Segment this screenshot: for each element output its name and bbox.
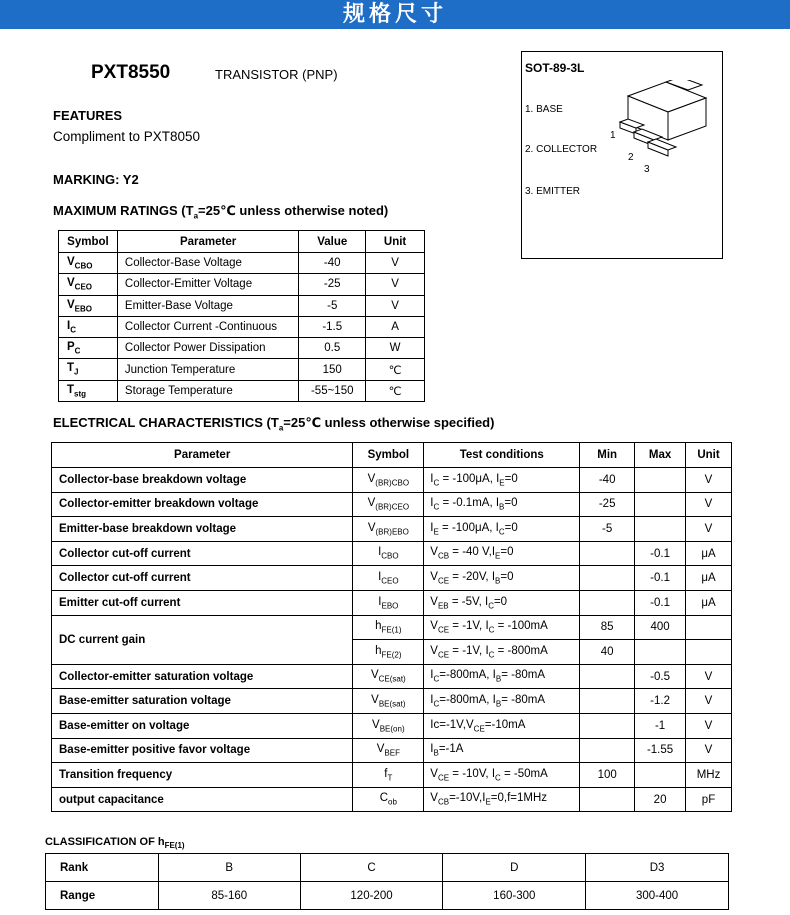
min-cell bbox=[580, 664, 635, 689]
value-cell: -40 bbox=[299, 253, 366, 274]
features-heading: FEATURES bbox=[53, 108, 123, 123]
symbol-cell bbox=[59, 338, 118, 359]
range-label: Range bbox=[46, 882, 159, 910]
condition-text: = -100μA, bbox=[438, 521, 496, 534]
table-row bbox=[52, 590, 732, 615]
rank-cell: B bbox=[158, 854, 300, 882]
package-box bbox=[521, 51, 723, 259]
column-header: Unit bbox=[366, 231, 425, 253]
condition-text: = -0.1mA, bbox=[439, 497, 496, 510]
pin-number-3: 3 bbox=[644, 164, 650, 175]
condition-subscript: CE bbox=[437, 650, 450, 660]
unit-cell: μA bbox=[686, 590, 732, 615]
condition-text: I bbox=[491, 571, 496, 584]
symbol-subscript: (BR)EBO bbox=[375, 527, 409, 537]
condition-text: V bbox=[430, 620, 438, 633]
test-condition-cell bbox=[424, 590, 580, 615]
condition-text: = -10V, bbox=[449, 767, 492, 780]
symbol-cell bbox=[353, 541, 424, 566]
min-cell bbox=[580, 541, 635, 566]
symbol-cell bbox=[59, 380, 118, 401]
symbol-cell bbox=[353, 738, 424, 763]
condition-text: I bbox=[485, 620, 489, 633]
condition-text: I bbox=[491, 546, 496, 559]
symbol-subscript: CBO bbox=[74, 261, 93, 271]
max-cell: -0.1 bbox=[635, 541, 686, 566]
condition-text: I bbox=[430, 497, 434, 510]
page-banner: 规格尺寸 bbox=[0, 0, 790, 29]
unit-cell: ℃ bbox=[366, 380, 425, 401]
symbol-subscript: BE(sat) bbox=[378, 699, 406, 709]
condition-text: = -1V, bbox=[449, 644, 486, 657]
test-condition-cell bbox=[424, 492, 580, 517]
parameter-cell: Storage Temperature bbox=[117, 380, 298, 401]
symbol-subscript: CEO bbox=[381, 576, 399, 586]
condition-text: =0 bbox=[504, 521, 518, 534]
unit-cell: V bbox=[686, 517, 732, 542]
unit-cell bbox=[686, 615, 732, 640]
condition-text: = -1V, bbox=[449, 620, 486, 633]
value-cell: -5 bbox=[299, 295, 366, 316]
condition-text: =-800mA, bbox=[439, 693, 493, 706]
unit-cell: V bbox=[686, 713, 732, 738]
condition-subscript: C bbox=[488, 650, 495, 660]
condition-subscript: C bbox=[433, 502, 440, 512]
condition-text: I bbox=[495, 497, 500, 510]
condition-subscript: E bbox=[495, 551, 501, 561]
symbol-text: V bbox=[371, 693, 379, 706]
condition-text: = -100mA bbox=[494, 620, 548, 633]
symbol-subscript: stg bbox=[74, 389, 87, 399]
table-row bbox=[59, 359, 425, 380]
condition-subscript: B bbox=[499, 502, 505, 512]
condition-text: I bbox=[430, 693, 434, 706]
table-row bbox=[52, 713, 732, 738]
symbol-text: h bbox=[375, 620, 382, 633]
condition-text: V bbox=[430, 767, 438, 780]
test-condition-cell bbox=[424, 566, 580, 591]
symbol-text: V bbox=[67, 256, 75, 268]
table-row bbox=[52, 566, 732, 591]
condition-text: I bbox=[485, 644, 489, 657]
condition-text: I bbox=[492, 693, 496, 706]
parameter-cell: Collector-emitter breakdown voltage bbox=[52, 492, 353, 517]
symbol-text: C bbox=[379, 792, 389, 805]
max-cell bbox=[635, 517, 686, 542]
symbol-cell bbox=[59, 295, 118, 316]
unit-cell: W bbox=[366, 338, 425, 359]
symbol-subscript: C bbox=[74, 346, 81, 356]
condition-text: V bbox=[430, 571, 438, 584]
unit-cell: V bbox=[366, 274, 425, 295]
condition-text: V bbox=[430, 595, 438, 608]
table-row bbox=[52, 664, 732, 689]
condition-text: =-10mA bbox=[484, 718, 526, 731]
symbol-text: V bbox=[67, 277, 75, 290]
range-cell: 85-160 bbox=[158, 882, 300, 910]
features-text: Compliment to PXT8050 bbox=[53, 129, 201, 144]
rank-cell: D bbox=[443, 854, 586, 882]
table-row bbox=[59, 316, 425, 337]
pin-number-2: 2 bbox=[628, 152, 634, 163]
sot89-package-icon bbox=[606, 80, 722, 176]
condition-subscript: CB bbox=[437, 797, 450, 807]
condition-text: = -80mA bbox=[501, 669, 545, 682]
parameter-cell: Collector cut-off current bbox=[52, 566, 353, 591]
symbol-text: V bbox=[370, 669, 379, 682]
max-cell bbox=[635, 640, 686, 665]
symbol-text: V bbox=[367, 497, 376, 510]
test-condition-cell bbox=[424, 738, 580, 763]
parameter-cell: Emitter cut-off current bbox=[52, 590, 353, 615]
classification-table bbox=[45, 853, 729, 910]
unit-cell: V bbox=[686, 738, 732, 763]
electrical-heading: ELECTRICAL CHARACTERISTICS ($T_a=25℃$ unless otherwise specified) bbox=[53, 415, 495, 433]
symbol-text: V bbox=[367, 472, 376, 485]
symbol-text: V bbox=[372, 718, 380, 731]
condition-text: =-10V,I bbox=[449, 792, 486, 805]
parameter-cell: Collector-Base Voltage bbox=[117, 253, 298, 274]
unit-cell: μA bbox=[686, 541, 732, 566]
unit-cell: pF bbox=[686, 787, 732, 812]
test-condition-cell bbox=[424, 664, 580, 689]
min-cell: 40 bbox=[580, 640, 635, 665]
column-header: Max bbox=[635, 443, 686, 468]
max-cell: -0.1 bbox=[635, 566, 686, 591]
pin-base-label: 1. BASE bbox=[525, 104, 563, 115]
condition-subscript: C bbox=[495, 773, 501, 783]
column-header: Parameter bbox=[117, 231, 298, 253]
condition-text: = -20V, bbox=[449, 571, 492, 584]
condition-text: =0 bbox=[504, 472, 518, 485]
symbol-text: I bbox=[378, 571, 382, 584]
min-cell bbox=[580, 566, 635, 591]
condition-text: =-800mA, bbox=[439, 669, 493, 682]
parameter-cell: Collector cut-off current bbox=[52, 541, 353, 566]
min-cell: -40 bbox=[580, 468, 635, 493]
condition-text: = -80mA bbox=[501, 693, 545, 706]
condition-text: = -800mA bbox=[494, 644, 548, 657]
parameter-cell: Emitter-base breakdown voltage bbox=[52, 517, 353, 542]
condition-text: V bbox=[430, 644, 438, 657]
classification-heading: CLASSIFICATION OF $h_{FE(1)}$ bbox=[45, 836, 185, 851]
test-condition-cell bbox=[424, 468, 580, 493]
symbol-subscript: BEF bbox=[384, 748, 400, 758]
condition-subscript: E bbox=[433, 527, 439, 537]
parameter-cell: DC current gain bbox=[52, 615, 353, 664]
min-cell: -5 bbox=[580, 517, 635, 542]
table-row bbox=[59, 338, 425, 359]
max-ratings-heading: MAXIMUM RATINGS ($T_a=25℃$ unless otherwise noted) bbox=[53, 203, 389, 221]
condition-subscript: C bbox=[488, 625, 495, 635]
max-cell bbox=[635, 763, 686, 788]
symbol-cell bbox=[353, 787, 424, 812]
symbol-subscript: (BR)CBO bbox=[375, 477, 410, 487]
table-row bbox=[52, 541, 732, 566]
min-cell: 85 bbox=[580, 615, 635, 640]
test-condition-cell bbox=[424, 763, 580, 788]
condition-text: = -40 V, bbox=[449, 546, 492, 559]
parameter-cell: Base-emitter positive favor voltage bbox=[52, 738, 353, 763]
parameter-cell: Collector-base breakdown voltage bbox=[52, 468, 353, 493]
condition-subscript: CE bbox=[437, 773, 450, 783]
value-cell: -55~150 bbox=[299, 380, 366, 401]
unit-cell: V bbox=[366, 253, 425, 274]
unit-cell: A bbox=[366, 316, 425, 337]
symbol-cell bbox=[59, 253, 118, 274]
rank-label: Rank bbox=[46, 854, 159, 882]
part-type: TRANSISTOR (PNP) bbox=[215, 67, 338, 82]
symbol-cell bbox=[353, 664, 424, 689]
rank-cell: C bbox=[300, 854, 443, 882]
max-cell: -0.1 bbox=[635, 590, 686, 615]
condition-text: I bbox=[430, 472, 434, 485]
parameter-cell: Collector-Emitter Voltage bbox=[117, 274, 298, 295]
condition-text: I bbox=[430, 743, 434, 756]
unit-cell: ℃ bbox=[366, 359, 425, 380]
condition-subscript: C bbox=[498, 527, 505, 537]
table-row bbox=[52, 468, 732, 493]
condition-subscript: B bbox=[433, 748, 439, 758]
marking-label: MARKING: Y2 bbox=[53, 172, 139, 187]
symbol-subscript: EBO bbox=[381, 600, 399, 610]
symbol-cell bbox=[353, 763, 424, 788]
unit-cell: V bbox=[366, 295, 425, 316]
symbol-cell bbox=[353, 713, 424, 738]
condition-subscript: CB bbox=[437, 551, 450, 561]
condition-text: V bbox=[430, 546, 438, 559]
table-row bbox=[52, 517, 732, 542]
symbol-subscript: EBO bbox=[74, 303, 93, 313]
condition-text: I bbox=[430, 521, 434, 534]
condition-subscript: B bbox=[495, 674, 502, 684]
symbol-cell bbox=[59, 359, 118, 380]
column-header: Symbol bbox=[59, 231, 118, 253]
condition-subscript: E bbox=[485, 797, 491, 807]
min-cell bbox=[580, 689, 635, 714]
min-cell: 100 bbox=[580, 763, 635, 788]
condition-subscript: B bbox=[495, 699, 502, 709]
unit-cell: V bbox=[686, 492, 732, 517]
range-cell: 160-300 bbox=[443, 882, 586, 910]
symbol-cell bbox=[353, 640, 424, 665]
symbol-cell bbox=[59, 274, 118, 295]
unit-cell: V bbox=[686, 664, 732, 689]
symbol-cell bbox=[353, 492, 424, 517]
symbol-cell bbox=[353, 468, 424, 493]
condition-text: = -50mA bbox=[500, 767, 548, 780]
symbol-subscript: CEO bbox=[74, 282, 93, 292]
value-cell: 0.5 bbox=[299, 338, 366, 359]
table-row bbox=[59, 274, 425, 295]
symbol-text: I bbox=[67, 319, 71, 332]
table-row bbox=[59, 380, 425, 401]
max-cell: -0.5 bbox=[635, 664, 686, 689]
symbol-subscript: ob bbox=[388, 797, 397, 807]
pin-number-1: 1 bbox=[610, 130, 616, 141]
condition-text: V bbox=[430, 792, 438, 805]
condition-text: =0 bbox=[504, 497, 518, 510]
value-cell: 150 bbox=[299, 359, 366, 380]
test-condition-cell bbox=[424, 787, 580, 812]
condition-subscript: EB bbox=[437, 600, 449, 610]
column-header: Parameter bbox=[52, 443, 353, 468]
min-cell bbox=[580, 738, 635, 763]
parameter-cell: Base-emitter on voltage bbox=[52, 713, 353, 738]
condition-text: =0,f=1MHz bbox=[490, 792, 548, 805]
symbol-subscript: (BR)CEO bbox=[375, 502, 410, 512]
table-row bbox=[52, 738, 732, 763]
symbol-cell bbox=[353, 517, 424, 542]
symbol-subscript: FE(1) bbox=[381, 625, 402, 635]
symbol-text: I bbox=[378, 546, 382, 559]
parameter-cell: Transition frequency bbox=[52, 763, 353, 788]
symbol-subscript: CE(sat) bbox=[378, 674, 406, 684]
range-cell: 300-400 bbox=[586, 882, 729, 910]
min-cell: -25 bbox=[580, 492, 635, 517]
parameter-cell: Junction Temperature bbox=[117, 359, 298, 380]
parameter-cell: Emitter-Base Voltage bbox=[117, 295, 298, 316]
test-condition-cell bbox=[424, 541, 580, 566]
table-row bbox=[59, 253, 425, 274]
condition-text: I bbox=[495, 521, 499, 534]
max-cell: 400 bbox=[635, 615, 686, 640]
parameter-cell: Collector Current -Continuous bbox=[117, 316, 298, 337]
pin-emitter-label: 3. EMITTER bbox=[525, 186, 581, 197]
condition-text: = -5V, bbox=[448, 595, 485, 608]
symbol-subscript: BE(on) bbox=[379, 723, 405, 733]
condition-subscript: B bbox=[495, 576, 501, 586]
symbol-cell bbox=[353, 590, 424, 615]
package-title: SOT-89-3L bbox=[525, 61, 585, 75]
symbol-subscript: J bbox=[74, 367, 79, 377]
condition-text: =0 bbox=[500, 571, 514, 584]
value-cell: -1.5 bbox=[299, 316, 366, 337]
table-row bbox=[52, 492, 732, 517]
parameter-cell: Collector-emitter saturation voltage bbox=[52, 664, 353, 689]
symbol-text: T bbox=[67, 362, 75, 375]
range-cell: 120-200 bbox=[300, 882, 443, 910]
min-cell bbox=[580, 713, 635, 738]
pin-collector-label: 2. COLLECTOR bbox=[525, 144, 598, 155]
table-row bbox=[52, 615, 732, 640]
test-condition-cell bbox=[424, 713, 580, 738]
max-cell bbox=[635, 468, 686, 493]
condition-text: =0 bbox=[500, 546, 514, 559]
symbol-text: h bbox=[375, 644, 382, 657]
symbol-cell bbox=[353, 689, 424, 714]
max-cell: 20 bbox=[635, 787, 686, 812]
parameter-cell: Collector Power Dissipation bbox=[117, 338, 298, 359]
test-condition-cell bbox=[424, 640, 580, 665]
symbol-subscript: T bbox=[387, 773, 393, 783]
unit-cell: μA bbox=[686, 566, 732, 591]
column-header: Unit bbox=[686, 443, 732, 468]
symbol-text: V bbox=[67, 298, 75, 311]
symbol-cell bbox=[353, 615, 424, 640]
symbol-subscript: FE(2) bbox=[381, 650, 402, 660]
unit-cell: MHz bbox=[686, 763, 732, 788]
condition-text: I bbox=[484, 595, 489, 608]
max-cell: -1.2 bbox=[635, 689, 686, 714]
column-header: Value bbox=[299, 231, 366, 253]
condition-text: Ic=-1V,V bbox=[430, 718, 474, 731]
min-cell bbox=[580, 787, 635, 812]
max-cell: -1.55 bbox=[635, 738, 686, 763]
condition-subscript: CE bbox=[473, 723, 485, 733]
table-row bbox=[59, 295, 425, 316]
condition-subscript: E bbox=[499, 477, 505, 487]
value-cell: -25 bbox=[299, 274, 366, 295]
column-header: Test conditions bbox=[424, 443, 580, 468]
symbol-text: f bbox=[384, 767, 388, 780]
condition-text: I bbox=[492, 669, 496, 682]
condition-subscript: CE bbox=[437, 576, 450, 586]
symbol-cell bbox=[59, 316, 118, 337]
condition-text: I bbox=[496, 472, 500, 485]
symbol-text: T bbox=[67, 383, 75, 396]
test-condition-cell bbox=[424, 615, 580, 640]
table-row bbox=[52, 787, 732, 812]
table-row bbox=[52, 689, 732, 714]
symbol-cell bbox=[353, 566, 424, 591]
symbol-text: I bbox=[378, 595, 382, 608]
symbol-text: V bbox=[367, 521, 376, 534]
condition-text: I bbox=[430, 669, 434, 682]
condition-text: =0 bbox=[493, 595, 508, 608]
condition-subscript: CE bbox=[437, 625, 450, 635]
column-header: Min bbox=[580, 443, 635, 468]
symbol-subscript: CBO bbox=[381, 551, 399, 561]
condition-text: I bbox=[491, 767, 496, 780]
condition-text: =-1A bbox=[438, 743, 464, 756]
max-ratings-table bbox=[58, 230, 425, 402]
symbol-text: V bbox=[376, 743, 385, 756]
rank-cell: D3 bbox=[586, 854, 729, 882]
condition-subscript: C bbox=[433, 699, 440, 709]
symbol-text: P bbox=[67, 341, 75, 354]
test-condition-cell bbox=[424, 517, 580, 542]
condition-subscript: C bbox=[433, 477, 440, 487]
table-row bbox=[52, 763, 732, 788]
parameter-cell: Base-emitter saturation voltage bbox=[52, 689, 353, 714]
min-cell bbox=[580, 590, 635, 615]
condition-text: = -100μA, bbox=[439, 472, 497, 485]
max-cell: -1 bbox=[635, 713, 686, 738]
unit-cell bbox=[686, 640, 732, 665]
max-cell bbox=[635, 492, 686, 517]
condition-subscript: C bbox=[488, 600, 494, 610]
unit-cell: V bbox=[686, 689, 732, 714]
parameter-cell: output capacitance bbox=[52, 787, 353, 812]
electrical-table bbox=[51, 442, 732, 812]
condition-subscript: C bbox=[433, 674, 440, 684]
part-number: PXT8550 bbox=[91, 62, 171, 83]
test-condition-cell bbox=[424, 689, 580, 714]
unit-cell: V bbox=[686, 468, 732, 493]
column-header: Symbol bbox=[353, 443, 424, 468]
symbol-subscript: C bbox=[70, 325, 76, 335]
